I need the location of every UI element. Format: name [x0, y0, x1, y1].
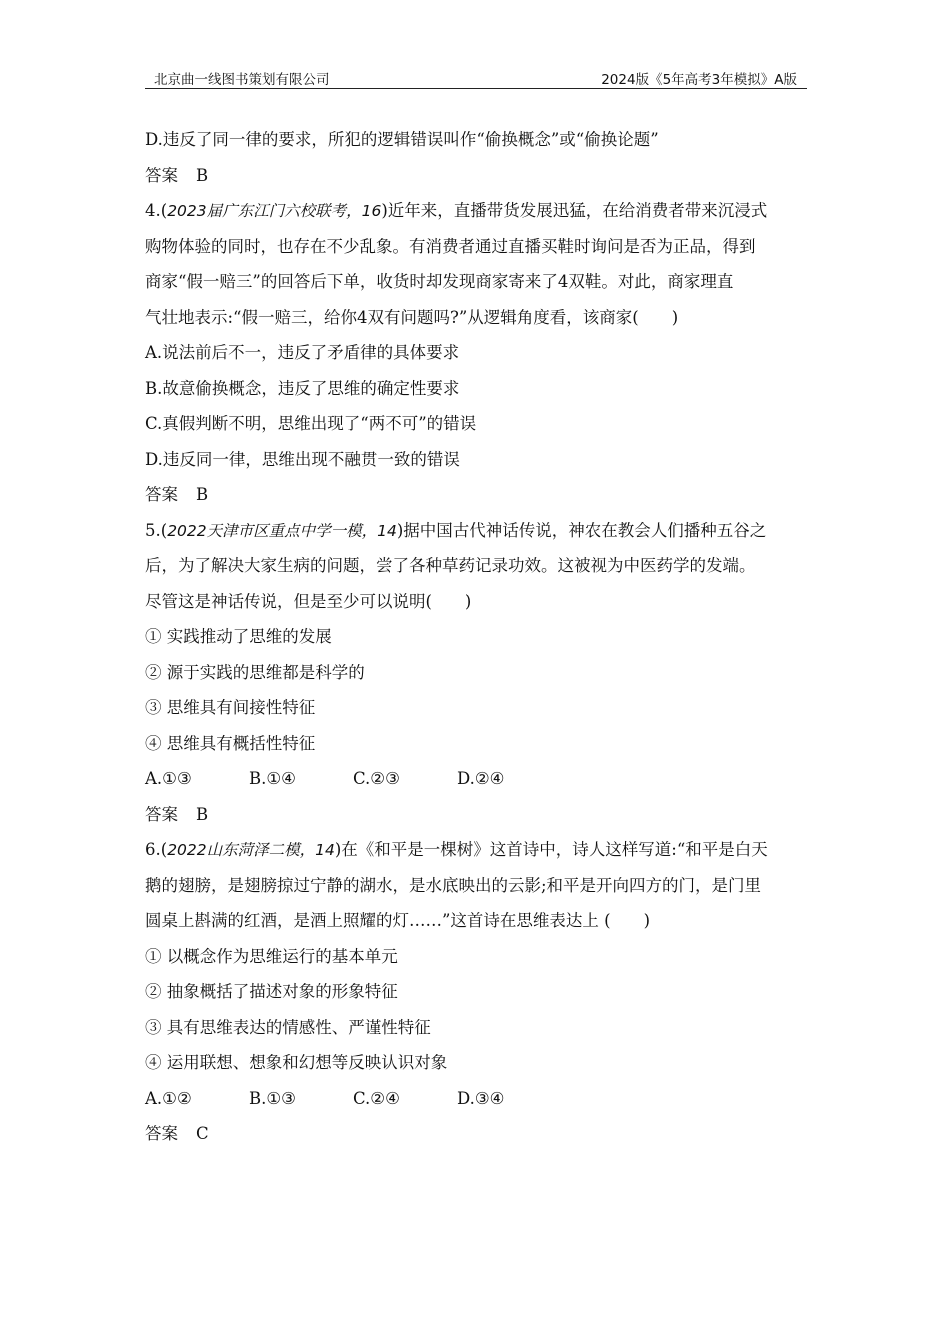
q6-source: 2022山东菏泽二模，14: [167, 841, 335, 859]
answer-value: B: [196, 804, 209, 824]
q6-line-3: 圆桌上斟满的红酒，是酒上照耀的灯……”这首诗在思维表达上 ( ): [145, 911, 651, 930]
answer-value: B: [196, 485, 209, 504]
q4-source: 2023届广东江门六校联考，16: [167, 202, 382, 220]
q6-item-4: ④ 运用联想、想象和幻想等反映认识对象: [145, 1053, 448, 1072]
q4-line-1: [145, 193, 810, 229]
q5-text-1: )据中国古代神话传说，神农在教会人们播种五谷之: [396, 520, 767, 540]
q5-number: 5.(: [145, 520, 168, 540]
q5-source: 2022天津市区重点中学一模，14: [167, 521, 397, 540]
q4-text-1: )近年来，直播带货发展迅猛，在给消费者带来沉浸式: [381, 201, 768, 220]
q5-line-3: 尽管这是神话传说，但是至少可以说明( ): [145, 591, 472, 611]
q5-choices: [145, 761, 810, 797]
header-book-title: 2024版《5年高考3年模拟》A版: [601, 72, 797, 88]
answer-label: 答案: [145, 804, 178, 824]
prev-option-d: D.违反了同一律的要求，所犯的逻辑错误叫作“偷换概念”或“偷换论题”: [145, 130, 659, 149]
q6-item-2: ② 抽象概括了描述对象的形象特征: [145, 982, 398, 1001]
q6-choice-b: B.①③: [249, 1088, 296, 1108]
q5-item-4: ④ 思维具有概括性特征: [145, 733, 316, 753]
q6-choices: [145, 1081, 810, 1117]
q6-item-1: ① 以概念作为思维运行的基本单元: [145, 946, 398, 966]
answer-label: 答案: [145, 1124, 178, 1143]
answer-value: B: [196, 165, 209, 185]
q4-number: 4.(: [145, 201, 168, 220]
q5-item-1: ① 实践推动了思维的发展: [145, 627, 332, 646]
q6-line-2: 鹅的翅膀，是翅膀掠过宁静的湖水，是水底映出的云影;和平是开向四方的门，是门里: [145, 875, 762, 895]
q4-option-a: A.说法前后不一，违反了矛盾律的具体要求: [145, 343, 460, 362]
q6-choice-d: D.③④: [457, 1088, 505, 1108]
q5-choice-a: A.①③: [145, 769, 192, 788]
q5-item-2: ② 源于实践的思维都是科学的: [145, 662, 365, 682]
answer-value: C: [196, 1124, 209, 1143]
q6-answer: [145, 1116, 810, 1152]
q5-item-3: ③ 思维具有间接性特征: [145, 698, 316, 717]
q5-choice-d: D.②④: [457, 769, 505, 788]
q6-choice-c: C.②④: [353, 1088, 400, 1108]
q5-line-1: [145, 513, 810, 549]
document-body: [145, 122, 810, 1152]
answer-label: 答案: [145, 485, 178, 504]
q4-option-b: B.故意偷换概念，违反了思维的确定性要求: [145, 378, 460, 398]
header-publisher: 北京曲一线图书策划有限公司: [154, 72, 330, 88]
q4-line-3: 商家“假一赔三”的回答后下单，收货时却发现商家寄来了4双鞋。对此，商家理直: [145, 272, 734, 291]
answer-label: 答案: [145, 165, 178, 185]
q4-line-2: 购物体验的同时，也存在不少乱象。有消费者通过直播买鞋时询问是否为正品，得到: [145, 236, 756, 256]
q5-line-2: 后，为了解决大家生病的问题，尝了各种草药记录功效。这被视为中医药学的发端。: [145, 556, 756, 575]
q6-line-1: [145, 832, 810, 868]
prev-answer: [145, 158, 810, 194]
q5-answer: [145, 797, 810, 833]
q4-option-d: D.违反同一律，思维出现不融贯一致的错误: [145, 449, 460, 469]
q6-number: 6.(: [145, 840, 168, 859]
q6-item-3: ③ 具有思维表达的情感性、严谨性特征: [145, 1017, 431, 1037]
q4-answer: [145, 477, 810, 513]
page-header: [145, 66, 807, 89]
q4-option-c: C.真假判断不明，思维出现了“两不可”的错误: [145, 414, 477, 433]
q6-choice-a: A.①②: [145, 1088, 192, 1108]
q6-text-1: )在《和平是一棵树》这首诗中，诗人这样写道:“和平是白天: [334, 840, 768, 859]
q5-choice-b: B.①④: [249, 769, 296, 788]
q4-line-4: 气壮地表示:“假一赔三，给你4双有问题吗?”从逻辑角度看，该商家( ): [145, 307, 679, 327]
q5-choice-c: C.②③: [353, 769, 400, 788]
